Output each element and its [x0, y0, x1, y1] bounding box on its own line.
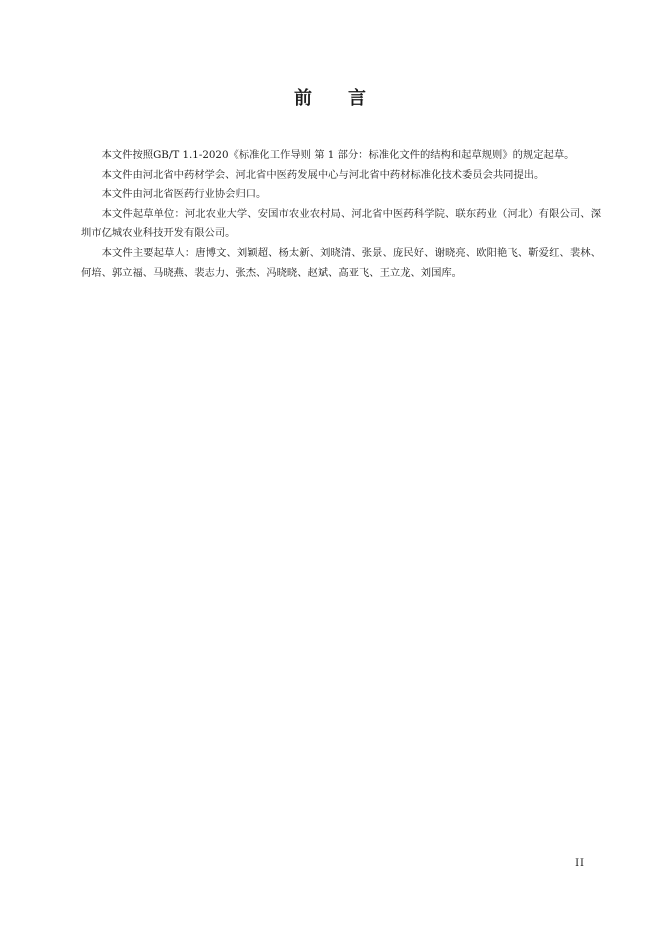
- paragraph-drafting-rules: 本文件按照GB/T 1.1-2020《标准化工作导则 第 1 部分：标准化文件的结构和起草规则》的规定起草。: [101, 149, 575, 161]
- paragraph-centralized-by: 本文件由河北省医药行业协会归口。: [101, 188, 267, 201]
- foreword-body: [81, 146, 601, 283]
- paragraph-drafting-units: 本文件起草单位：河北农业大学、安国市农业农村局、河北省中医药科学院、联东药业（河北）有限公司、深圳市亿城农业科技开发有限公司。: [81, 207, 601, 240]
- paragraph-main-drafters: 本文件主要起草人：唐博文、刘颖超、杨太新、刘晓清、张景、庞民好、谢晓亮、欧阳艳飞、靳爱红、裴林、何培、郭立福、马晓燕、裴志力、张杰、冯晓晓、赵斌、高亚飞、王立龙、刘国库。: [81, 246, 601, 279]
- page-title-char-2: 言: [348, 88, 368, 109]
- page-title-char-1: 前: [294, 88, 314, 109]
- page-title: [0, 84, 662, 110]
- page-number: II: [575, 858, 585, 869]
- paragraph-proposers: 本文件由河北省中药材学会、河北省中医药发展中心与河北省中药材标准化技术委员会共同提出。: [101, 168, 545, 181]
